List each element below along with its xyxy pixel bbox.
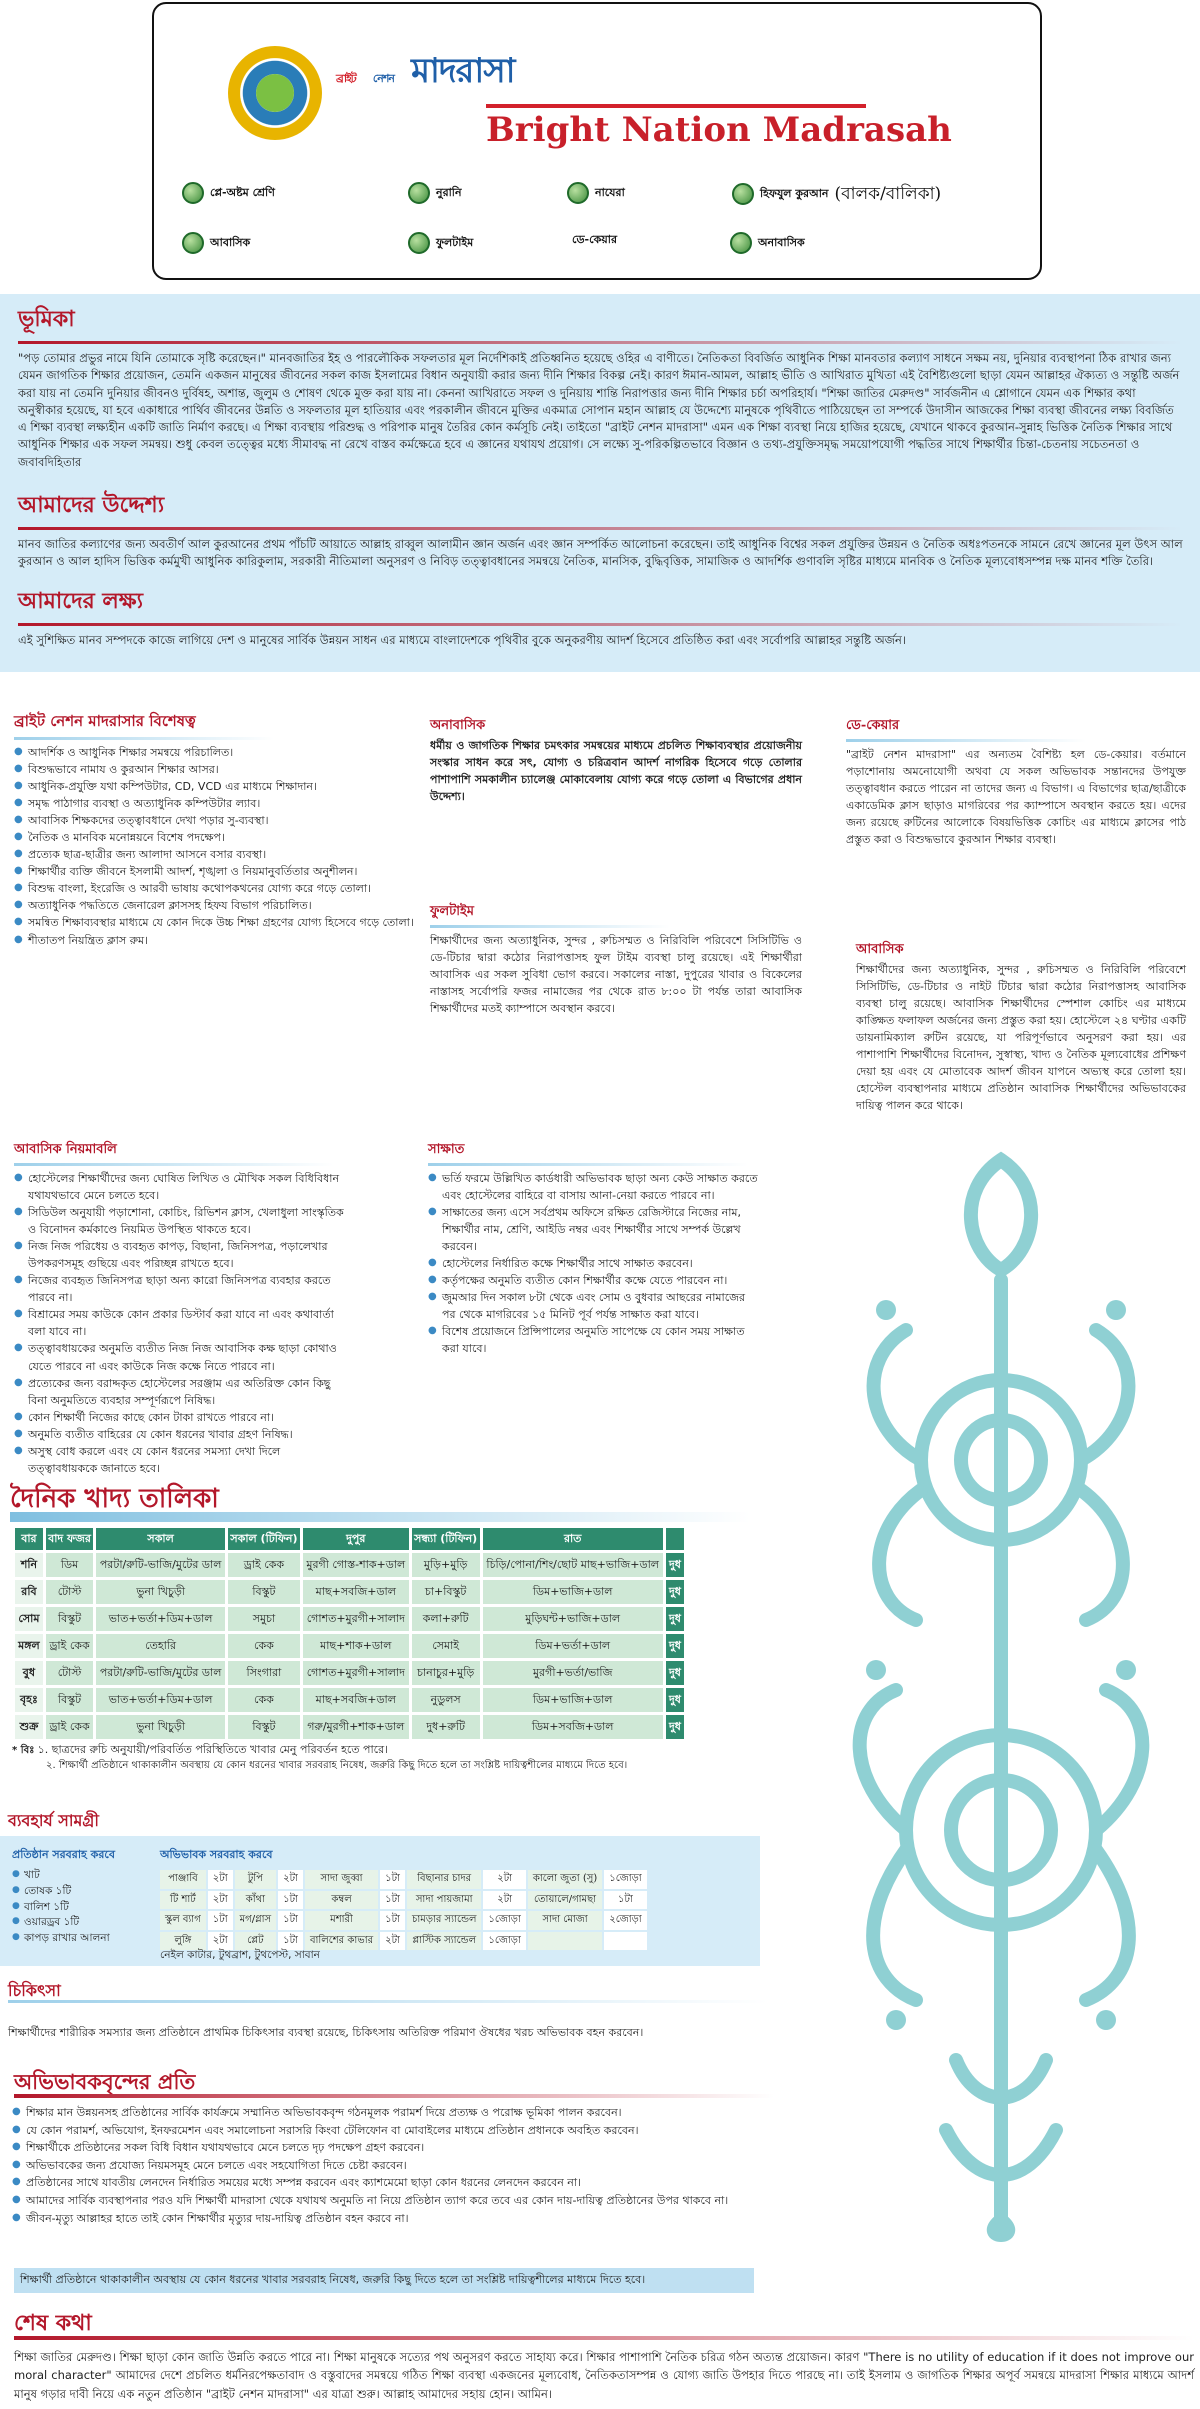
title-underline [428, 1163, 748, 1166]
rules-block [14, 1140, 344, 1477]
supply-item: পাঞ্জাবি [160, 1870, 206, 1889]
section-title: ভূমিকা [18, 306, 75, 332]
meal-cell: ভুনা খিচুড়ী [96, 1580, 225, 1604]
supply-item: সাদা জুব্বা [305, 1870, 378, 1889]
col-header: বার [15, 1528, 43, 1550]
meal-cell: মুরগী গোস্ত-শাক+ডাল [303, 1553, 409, 1577]
program-play-eight [182, 182, 275, 204]
section-lakkhya [18, 584, 1183, 649]
list-item: ● তোষক ১টি [12, 1884, 115, 1900]
guardian-highlight-note: শিক্ষার্থী প্রতিষ্ঠানে থাকাকালীন অবস্থায় যে কোন ধরনের খাবার সরবরাহ নিষেধ, জরুরি কিছু দিতে হলে তা সংশ্লিষ্ট দায়িত্বশীলের মাধ্যমে দিতে হবে। [14, 2268, 754, 2293]
col-header: সকাল (টিফিন) [228, 1528, 300, 1550]
meal-cell: ড্রাই কেক [46, 1715, 93, 1739]
supply-qty: ১টা [380, 1891, 405, 1910]
supply-item: লুঙ্গি [160, 1932, 206, 1951]
list-item: ● হোস্টেলের নির্ধারিত কক্ষে শিক্ষার্থীর সাথে সাক্ষাত করবেন। [428, 1255, 758, 1272]
title-underline [18, 623, 1183, 626]
residential-title: আবাসিক [856, 942, 904, 957]
program-label: প্লে-অষ্টম শ্রেণি [210, 186, 275, 200]
meal-cell: দুধ [666, 1553, 684, 1577]
supply-qty: ২টা [278, 1870, 303, 1889]
list-item: ● অভিভাবকের জন্য প্রযোজ্য নিয়মসমূহ মেনে চলতে এবং সহযোগিতা দিতে চেষ্টা করবেন। [12, 2157, 812, 2175]
section-text: এই সুশিক্ষিত মানব সম্পদকে কাজে লাগিয়ে দেশ ও মানুষের সার্বিক উন্নয়ন সাধন এর মাধ্যমে বাংলাদেশকে পৃথিবীর বুকে অনুকরণীয় আদর্শ হিসেবে প্রতিষ্ঠিত করা এবং সর্বোপরি আল্লাহর সন্তুষ্টি অর্জন। [18, 633, 906, 647]
meal-cell: ভাত+ভর্তা+ডিম+ডাল [96, 1607, 225, 1631]
supply-item: সাদা মোজা [528, 1911, 602, 1930]
meal-cell: দুধ [666, 1634, 684, 1658]
bullet-icon [182, 232, 204, 254]
meal-row [15, 1607, 684, 1631]
meal-cell: মাছ+শাক+ডাল [303, 1634, 409, 1658]
list-item: ● প্রত্যেক ছাত্র-ছাত্রীর জন্য আলাদা আসনে বসার ব্যবস্থা। [14, 846, 414, 863]
meal-cell: মাছ+সবজি+ডাল [303, 1688, 409, 1712]
logo-underline [486, 104, 866, 108]
logo-bangla [336, 34, 515, 96]
col-header [666, 1528, 684, 1550]
rules-list [14, 1170, 344, 1477]
supplies-footnote: নেইল কাটার, টুথব্রাশ, টুথপেস্ট, সাবান [160, 1949, 320, 1961]
title-underline [846, 739, 1086, 742]
medical-text: শিক্ষার্থীদের শারীরিক সমস্যার জন্য প্রতিষ্ঠানে প্রাথমিক চিকিৎসার ব্যবস্থা রয়েছে, চিকিৎসায় অতিরিক্ত পরিমাণ ঔষধের খরচ অভিভাবক বহন করবেন। [8, 2026, 644, 2039]
supply-qty: ১টা [278, 1932, 303, 1951]
supply-qty: ১জোড়া [483, 1932, 525, 1951]
list-item: ● তত্ত্বাবধায়কের অনুমতি ব্যতীত নিজ নিজ আবাসিক কক্ষ ছাড়া কোথাও যেতে পারবে না এবং কাউকে নিজ কক্ষে নিতে পারবে না। [14, 1340, 344, 1374]
meal-cell: মুড়িঘন্ট+ভাজি+ডাল [483, 1607, 663, 1631]
meal-cell: চানাচুর+মুড়ি [412, 1661, 480, 1685]
note-line [12, 1742, 712, 1758]
fulltime-title: ফুলটাইম [430, 904, 475, 919]
supply-row [160, 1870, 647, 1889]
meal-cell: বিস্কুট [228, 1580, 300, 1604]
meal-cell: কলা+রুটি [412, 1607, 480, 1631]
meal-cell: বুধ [15, 1661, 43, 1685]
supply-qty: ১জোড়া [604, 1870, 646, 1889]
list-item: ● সাক্ষাতের জন্য এসে সর্বপ্রথম অফিসে রক্ষিত রেজিস্টারে নিজের নাম, শিক্ষার্থীর নাম, শ্রেণি, আইডি নম্বর এবং শিক্ষার্থীর সাথে সম্পর্ক উল্লেখ করবেন। [428, 1204, 758, 1255]
list-item: ● ওয়ারড্রব ১টি [12, 1915, 115, 1931]
list-item: ● হোস্টেলের শিক্ষার্থীদের জন্য ঘোষিত লিখিত ও মৌখিক সকল বিধিবিধান যথাযথভাবে মেনে চলতে হবে। [14, 1170, 344, 1204]
meal-cell: টোস্ট [46, 1661, 93, 1685]
decorative-ornament [826, 1130, 1176, 2260]
bullet-icon [730, 232, 752, 254]
meal-cell: কেক [228, 1634, 300, 1658]
program-hifz [732, 182, 941, 207]
section-uddeshya [18, 488, 1183, 571]
meal-row [15, 1580, 684, 1604]
meal-cell: মাছ+সবজি+ডাল [303, 1580, 409, 1604]
program-label: নুরানি [436, 186, 462, 200]
supply-item: মশারী [305, 1911, 378, 1930]
features-list [14, 744, 414, 949]
list-item: ● বিশেষ প্রয়োজনে প্রিন্সিপালের অনুমতি সাপেক্ষে যে কোন সময় সাক্ষাত করা যাবে। [428, 1323, 758, 1357]
meal-cell: পরটা/রুটি-ভাজি/মুটের ডাল [96, 1553, 225, 1577]
nonresidential-text: ধর্মীয় ও জাগতিক শিক্ষার চমৎকার সমন্বয়ের মাধ্যমে প্রচলিত শিক্ষাব্যবস্থার প্রয়োজনীয় সংস্কার সাধন করে সৎ, যোগ্য ও চরিত্রবান আদর্শ নাগরিক হিসেবে গড়ে তোলার পাশাপাশি সমকালীন চ্যালেঞ্জ মোকাবেলায় যোগ্য করে গড়ে তোলা এ বিভাগের প্রধান উদ্দেশ্য। [430, 739, 802, 804]
supply-item: চামড়ার স্যান্ডেল [407, 1911, 481, 1930]
col-header: সকাল [96, 1528, 225, 1550]
supply-item: টুপি [235, 1870, 276, 1889]
list-item: ● সমন্বিত শিক্ষাব্যবস্থার মাধ্যমে যে কোন দিকে উচ্চ শিক্ষা গ্রহণের যোগ্য হিসেবে গড়ে তোলা। [14, 914, 414, 931]
list-item: ● শীতাতপ নিয়ন্ত্রিত ক্লাস রুম। [14, 932, 414, 949]
meal-cell: ডিম+সবজি+ডাল [483, 1715, 663, 1739]
logo-english: Bright Nation Madrasah [486, 110, 952, 150]
list-item: ● খাট [12, 1868, 115, 1884]
list-item: ● নিজ নিজ পরিধেয় ও ব্যবহৃত কাপড়, বিছানা, জিনিসপত্র, পড়ালেখার উপকরণসমূহ গুছিয়ে এবং পরিচ্ছন্ন রাখতে হবে। [14, 1238, 344, 1272]
meal-cell: শনি [15, 1553, 43, 1577]
meal-cell: চিড়ি/পোনা/শিং/ছোট মাছ+ভাজি+ডাল [483, 1553, 663, 1577]
meal-cell: ড্রাই কেক [46, 1634, 93, 1658]
gear-logo-icon [228, 46, 322, 140]
title-underline [14, 2094, 774, 2098]
meal-cell: মঙ্গল [15, 1634, 43, 1658]
list-item: ● অসুস্থ বোধ করলে এবং যে কোন ধরনের সমস্যা দেখা দিলে তত্ত্বাবধায়ককে জানাতে হবে। [14, 1443, 344, 1477]
list-item: ● আধুনিক-প্রযুক্তি যথা কম্পিউটার, CD, VCD এর মাধ্যমে শিক্ষাদান। [14, 778, 414, 795]
supply-item: বিছানার চাদর [407, 1870, 481, 1889]
meal-cell: ডিম+ভাজি+ডাল [483, 1688, 663, 1712]
list-item: ● শিক্ষার মান উন্নয়নসহ প্রতিষ্ঠানের সার্বিক কার্যক্রমে সম্মানিত অভিভাবকবৃন্দ গঠনমূলক পরামর্শ দিয়ে প্রত্যক্ষ ও পরোক্ষ ভূমিকা পালন করবেন। [12, 2104, 812, 2122]
list-item: ● অনুমতি ব্যতীত বাহিরের যে কোন ধরনের খাবার গ্রহণ নিষিদ্ধ। [14, 1426, 344, 1443]
section-text: "পড় তোমার প্রভুর নামে যিনি তোমাকে সৃষ্টি করেছেন।" মানবজাতির ইহ ও পারলৌকিক সফলতার মূল নির্দেশিকাই প্রতিধ্বনিত হয়েছে ওহির এ বাণীতে। নৈতিকতা বিবর্জিত আধুনিক শিক্ষা মানবতার কল্যাণ সাধনে সক্ষম নয়, দুনিয়ার ব্যবস্থাপনা ঠিক রাখার জন্য যেমন জাগতিক শিক্ষার প্রয়োজন, তেমনি একজন মানুষের জীবনের সকল কাজ ইসলামের বিধান অনুযায়ী করার জন্য দীনি শিক্ষার বিকল্প নেই। কারণ ঈমান-আমল, আল্লাহ ভীতি ও আখিরাত মুখিতা এই বৈশিষ্ট্যগুলো ছাড়া যেমন আল্লাহর ঐক্যত্য ও সন্তুষ্টি অর্জন করা যায় না তেমনি দুনিয়ার জীবনও দুর্বিষহ, অশান্ত, জুলুম ও শোষণ থেকে মুক্ত করা যায় না। কেননা আখিরাতে সফল ও দুনিয়ায় শান্তি নিরাপত্তার জন্য দীনি শিক্ষার চর্চা অপরিহার্য। "শিক্ষা জাতির মেরুদণ্ড" সার্বজনীন এ শ্লোগানে যেমন এক শিক্ষার কথা অনুস্বীকার হয়েছে, যা হবে একাধারে পার্থিব জীবনের উন্নতি ও সফলতার মূল হাতিয়ার এবং পরকালীন জীবনে মুক্তির একমাত্র সোপান মহান আল্লাহ যে উদ্দেশ্যে মানুষকে পৃথিবীতে পাঠিয়েছেন তা সম্পর্কে উদাসীন আজকের শিক্ষা ব্যবস্থা জীবনের লক্ষ্য বিবর্জিত এ শিক্ষা ব্যবস্থা লক্ষ্যহীন একটি জাতি নির্মাণ করছে। এ শিক্ষা ব্যবস্থায় পরিশুদ্ধ ও পরিপাক মানুষ তৈরির কোন কর্মসূচি নেই। তাইতো "ব্রাইট নেশন মাদরাসা" এমন এক শিক্ষা ব্যবস্থা নিয়ে হাজির হয়েছে, যেখানে থাকবে কুরআন-সুন্নাহ ভিত্তিক নৈতিক শিক্ষার সাথে আধুনিক শিক্ষার এক সফল সমন্বয়। শুধু কেবল তত্ত্বের মধ্যে সীমাবদ্ধ না রেখে বাস্তব কর্মক্ষেত্রে হবে এ জ্ঞানের যথাযথ প্রয়োগ। সে লক্ষ্যে সু-পরিকল্পিতভাবে বিজ্ঞান ও তথ্য-প্রযুক্তিসমৃদ্ধ সময়োপযোগী পদ্ধতির সাথে শিক্ষার্থীর চিন্তা-চেতনায় সচেতনতা ও জবাবদিহিতার [18, 351, 1180, 469]
supply-item: টি শার্ট [160, 1891, 206, 1910]
title-underline [430, 925, 670, 928]
meal-cell: গরু/মুরগী+শাক+ডাল [303, 1715, 409, 1739]
meal-table [12, 1525, 687, 1742]
bullet-icon [732, 183, 754, 205]
features-block [14, 710, 414, 949]
meal-title: দৈনিক খাদ্য তালিকা [10, 1484, 219, 1514]
program-label: ডে-কেয়ার [572, 233, 618, 246]
col-header: দুপুর [303, 1528, 409, 1550]
medical-title: চিকিৎসা [8, 1981, 61, 2000]
list-item: ● আদর্শিক ও আধুনিক শিক্ষার সমন্বয়ে পরিচালিত। [14, 744, 414, 761]
supply-qty: ২টা [208, 1891, 233, 1910]
meal-cell: বিস্কুট [46, 1607, 93, 1631]
guardians-title: অভিভাবকবৃন্দের প্রতি [14, 2069, 196, 2094]
list-item: ● আবাসিক শিক্ষকদের তত্ত্বাবধানে দেখা পড়ার সু-ব্যবস্থা। [14, 812, 414, 829]
program-nurani [408, 182, 462, 204]
list-item: ● বিশ্রামের সময় কাউকে কোন প্রকার ডিস্টার্ব করা যাবে না এবং কথাবার্তা বলা যাবে না। [14, 1306, 344, 1340]
daycare-title: ডে-কেয়ার [846, 718, 900, 733]
supplies-title: ব্যবহার্য সামগ্রী [8, 1811, 99, 1830]
meal-cell: রবি [15, 1580, 43, 1604]
list-item: ● শিক্ষার্থীকে প্রতিষ্ঠানের সকল বিধি বিধান যথাযথভাবে মেনে চলতে দৃঢ় পদক্ষেপ গ্রহণ করবেন। [12, 2139, 812, 2157]
meal-cell: তেহারি [96, 1634, 225, 1658]
institution-supplies [12, 1846, 115, 1947]
program-label: নাযেরা [595, 186, 625, 200]
section-title: আমাদের উদ্দেশ্য [18, 492, 165, 518]
meal-cell: সমুচা [228, 1607, 300, 1631]
section-bhumika [18, 302, 1183, 471]
meal-cell: সিংগারা [228, 1661, 300, 1685]
meal-cell: দুধ [666, 1580, 684, 1604]
guardian-supplies-table [158, 1868, 649, 1952]
supply-qty: ১টা [278, 1891, 303, 1910]
supply-item: স্কুল ব্যাগ [160, 1911, 206, 1930]
bullet-icon [408, 182, 430, 204]
list-item: ● অত্যাধুনিক পদ্ধতিতে জেনারেল ক্লাসসহ হিফয বিভাগ পরিচালিত। [14, 897, 414, 914]
supply-qty: ১টা [380, 1911, 405, 1930]
supply-qty: ২জোড়া [604, 1911, 646, 1930]
list-item: ● বিশুদ্ধভাবে নামায ও কুরআন শিক্ষার আসর। [14, 761, 414, 778]
note-label: * বিঃ [12, 1745, 35, 1756]
list-item: ● কোন শিক্ষার্থী নিজের কাছে কোন টাকা রাখতে পারবে না। [14, 1409, 344, 1426]
list-item: ● কর্তৃপক্ষের অনুমতি ব্যতীত কোন শিক্ষার্থীর কক্ষে যেতে পারবেন না। [428, 1272, 758, 1289]
note-line: ২. শিক্ষার্থী প্রতিষ্ঠানে থাকাকালীন অবস্থায় যে কোন ধরনের খাবার সরবরাহ নিষেধ, জরুরি কিছু দিতে হলে তা সংশ্লিষ্ট দায়িত্বশীলের মাধ্যমে দিতে হবে। [46, 1760, 628, 1771]
meal-header-row [15, 1528, 684, 1550]
visit-block [428, 1140, 758, 1358]
meal-body [15, 1553, 684, 1739]
title-underline [14, 2336, 1194, 2340]
supply-item [528, 1932, 602, 1951]
visit-title: সাক্ষাত [428, 1142, 465, 1157]
logo-madrasa: মাদরাসা [411, 51, 515, 91]
meal-row [15, 1661, 684, 1685]
visit-list [428, 1170, 758, 1358]
section-text: মানব জাতির কল্যাণের জন্য অবতীর্ণ আল কুরআনের প্রথম পাঁচটি আয়াতে আল্লাহ রাব্বুল আলামীন জ্ঞান অর্জন এবং জ্ঞান সম্পর্কিত আলোচনা করেছেন। তাই আধুনিক বিশ্বের সকল প্রযুক্তির উন্নয়ন ও নৈতিক অধঃপতনকে সামনে রেখে জ্ঞানের মূল উৎস আল কুরআন ও আল হাদিস ভিত্তিক কর্মমুখী আধুনিক কারিকুলাম, সরকারী নীতিমালা অনুসরণ ও নিবিড় তত্ত্বাবধানের সমন্বয়ে নৈতিক, মানসিক, বুদ্ধিবৃত্তিক, সামাজিক ও আদর্শিক গুণাবলি সৃষ্টির মাধ্যমে মানবিক ও নৈতিক মূল্যবোধসম্পন্ন দক্ষ মানব শক্তি তৈরি। [18, 537, 1183, 569]
title-underline [18, 341, 1183, 344]
meal-cell: গোশত+মুরগী+সালাদ [303, 1607, 409, 1631]
supply-item: কালো জুতা (সু) [528, 1870, 602, 1889]
program-nazera [567, 182, 625, 204]
fulltime-text: শিক্ষার্থীদের জন্য অত্যাধুনিক, সুন্দর , রুচিসম্মত ও নিরিবিলি পরিবেশে সিসিটিভি ও ডে-টিচার দ্বারা কঠোর নিরাপত্তাসহ ফুল টাইম ব্যবস্থা চালু রয়েছে। এই শিক্ষার্থীরা আবাসিক এর সকল সুবিধা ভোগ করবে। সকালের নাস্তা, দুপুরের খাবার ও বিকেলের নাস্তাসহ সর্বোপরি ফজর নামাজের পর থেকে রাত ৮:০০ টা পর্যন্ত তারা আবাসিক শিক্ষার্থীদের মতই ক্যাম্পাসে অবস্থান করবে। [430, 934, 802, 1016]
supply-qty: ১টা [380, 1870, 405, 1889]
meal-cell: বিস্কুট [46, 1688, 93, 1712]
meal-row [15, 1688, 684, 1712]
meal-row [15, 1553, 684, 1577]
supply-qty: ১টা [278, 1911, 303, 1930]
institution-supplies-title: প্রতিষ্ঠান সরবরাহ করবে [12, 1848, 115, 1861]
meal-cell: ভুনা খিচুড়ী [96, 1715, 225, 1739]
last-words-title: শেষ কথা [14, 2310, 92, 2336]
residential-block [856, 940, 1186, 1114]
meal-cell: মুড়ি+মুড়ি [412, 1553, 480, 1577]
fulltime-block [430, 902, 802, 1017]
section-title: আমাদের লক্ষ্য [18, 588, 144, 614]
meal-cell: ভাত+ভর্তা+ডিম+ডাল [96, 1688, 225, 1712]
supply-qty: ২টা [483, 1891, 525, 1910]
meal-cell: গোশত+মুরগী+সালাদ [303, 1661, 409, 1685]
supply-item: কাঁথা [235, 1891, 276, 1910]
daycare-block [846, 716, 1186, 848]
meal-row [15, 1634, 684, 1658]
list-item: ● জীবন-মৃত্যু আল্লাহর হাতে তাই কোন শিক্ষার্থীর মৃত্যুর দায়-দায়িত্ব প্রতিষ্ঠান বহন করবে না। [12, 2210, 812, 2228]
meal-cell: টোস্ট [46, 1580, 93, 1604]
meal-cell: বৃহঃ [15, 1688, 43, 1712]
title-underline [14, 1163, 334, 1166]
meal-cell: সেমাই [412, 1634, 480, 1658]
title-underline [8, 2000, 768, 2003]
supply-qty: ১জোড়া [483, 1911, 525, 1930]
nonresidential-title: অনাবাসিক [430, 718, 486, 733]
title-underline [18, 527, 1183, 530]
bullet-icon [182, 182, 204, 204]
bullet-icon [408, 232, 430, 254]
supply-qty: ১টা [208, 1911, 233, 1930]
supply-qty [604, 1932, 646, 1951]
meal-cell: দুধ+রুটি [412, 1715, 480, 1739]
list-item: ● জুমআর দিন সকাল ৮টা থেকে এবং সোম ও বুধবার আছরের নামাজের পর থেকে মাগরিবের ১৫ মিনিট পূর্ব পর্যন্ত সাক্ষাত করা যাবে। [428, 1289, 758, 1323]
meal-cell: ডিম+ভর্তা+ডাল [483, 1634, 663, 1658]
program-label: আবাসিক [210, 236, 251, 250]
list-item: ● সমৃদ্ধ পাঠাগার ব্যবস্থা ও অত্যাধুনিক কম্পিউটার ল্যাব। [14, 795, 414, 812]
meal-cell: সোম [15, 1607, 43, 1631]
last-words-text: শিক্ষা জাতির মেরুদণ্ড। শিক্ষা ছাড়া কোন জাতি উন্নতি করতে পারে না। শিক্ষা মানুষকে সত্যের পথ অনুসরণ করতে সাহায্য করে। শিক্ষার পাশাপাশি নৈতিক চরিত্র গঠন অত্যন্ত প্রয়োজন। কারণ "There is no utility of education if it does not improve our moral character" আমাদের দেশে প্রচলিত ধর্মনিরপেক্ষতাবাদ ও বস্তুবাদের সমন্বয়ে গঠিত শিক্ষা ব্যবস্থা একজনের মূল্যবোধ, নৈতিকতাসম্পন্ন ও যোগ্য জাতি উপহার দিতে পারছে না। তাই ইসলাম ও জাগতিক শিক্ষার অপূর্ব সমন্বয়ে মাদরাসা শিক্ষার মাধ্যমে আদর্শ মানুষ গড়ার দাবী নিয়ে এক নতুন প্রতিষ্ঠান "ব্রাইট নেশন মাদরাসা" এর যাত্রা শুরু। আল্লাহ আমাদের সহায় হোন। আমিন। [14, 2350, 1194, 2401]
supply-qty: ২টা [380, 1932, 405, 1951]
list-item: ● বালিশ ১টি [12, 1900, 115, 1916]
list-item: ● বিশুদ্ধ বাংলা, ইংরেজি ও আরবী ভাষায় কথোপকথনের যোগ্য করে গড়ে তোলা। [14, 880, 414, 897]
logo-bright: ব্রাইট [336, 72, 356, 85]
meal-cell: ডিম+ভাজি+ডাল [483, 1580, 663, 1604]
supply-qty: ২টা [208, 1870, 233, 1889]
meal-cell: দুধ [666, 1715, 684, 1739]
meal-cell: মুরগী+ভর্তা/ভাজি [483, 1661, 663, 1685]
program-nonresidential [730, 232, 805, 254]
meal-cell: ডিম [46, 1553, 93, 1577]
supply-item: বালিশের কাভার [305, 1932, 378, 1951]
meal-cell: পরটা/রুটি-ভাজি/মুটের ডাল [96, 1661, 225, 1685]
list-item: ● প্রতিষ্ঠানের সাথে যাবতীয় লেনদেন নির্ধারিত সময়ের মধ্যে সম্পন্ন করবেন এবং ক্যাশমেমো ছাড়া কোন ধরনের লেনদেন করবেন না। [12, 2174, 812, 2192]
meal-cell: নুডুলস [412, 1688, 480, 1712]
program-label: ফুলটাইম [436, 236, 474, 250]
list-item: ● নিজের ব্যবহৃত জিনিসপত্র ছাড়া অন্য কারো জিনিসপত্র ব্যবহার করতে পারবে না। [14, 1272, 344, 1306]
guardians-list [12, 2104, 812, 2227]
list-item: ● শিক্ষার্থীর ব্যক্তি জীবনে ইসলামী আদর্শ, শৃঙ্খলা ও নিয়মানুবর্তিতার অনুশীলন। [14, 863, 414, 880]
daycare-text: "ব্রাইট নেশন মাদরাসা" এর অন্যতম বৈশিষ্ট্য হল ডে-কেয়ার। বর্তমানে পড়াশোনায় অমনোযোগী অথবা যে সকল অভিভাবক সন্তানদের উপযুক্ত তত্ত্বাবধান করতে পারেন না তাদের জন্য এ বিভাগ। এ বিভাগের ছাত্র/ছাত্রীকে একাডেমিক ক্লাস ছাড়াও মাগরিবের পর ক্যাম্পাসে অবস্থান করতে হয়। এদের জন্য রয়েছে রুটিনের আলোকে বিষয়ভিত্তিক কোচিং এর মাধ্যমে ক্লাসের পাঠ প্রস্তুত করা ও বিশুদ্ধভাবে কুরআন শিক্ষার ব্যবস্থা। [846, 748, 1186, 847]
list-item: ● সিডিউল অনুযায়ী পড়াশোনা, কোচিং, রিভিশন ক্লাস, খেলাধুলা সাংস্কৃতিক ও বিনোদন কর্মকাণ্ডে নিয়মিত উপস্থিত থাকতে হবে। [14, 1204, 344, 1238]
supply-qty: ২টা [483, 1870, 525, 1889]
logo-nation: নেশন [372, 72, 394, 85]
nonresidential-block [430, 716, 802, 805]
supply-item: প্লেট [235, 1932, 276, 1951]
supply-qty: ১টা [604, 1891, 646, 1910]
list-item: ● ভর্তি ফরমে উল্লিখিত কার্ডধারী অভিভাবক ছাড়া অন্য কেউ সাক্ষাত করতে এবং হোস্টেলের বাহিরে বা বাসায় আনা-নেয়া করতে পারবে না। [428, 1170, 758, 1204]
list-item: ● প্রত্যেকের জন্য বরাদ্দকৃত হোস্টেলের সরঞ্জাম এর অতিরিক্ত কোন কিছু বিনা অনুমতিতে ব্যবহার সম্পূর্ণরূপে নিষিদ্ধ। [14, 1375, 344, 1409]
meal-row [15, 1715, 684, 1739]
supply-item: মগ/গ্লাস [235, 1911, 276, 1930]
supply-item: প্লাস্টিক স্যান্ডেল [407, 1932, 481, 1951]
meal-cell: দুধ [666, 1607, 684, 1631]
meal-cell: শুক্র [15, 1715, 43, 1739]
program-label: হিফযুল কুরআন [760, 187, 829, 201]
list-item: ● নৈতিক ও মানবিক মনোন্নয়নে বিশেষ পদক্ষেপ। [14, 829, 414, 846]
note-text: ১. ছাত্রদের রুচি অনুযায়ী/পরিবর্তিত পরিস্থিতিতে খাবার মেনু পরিবর্তন হতে পারে। [37, 1743, 389, 1756]
list-item: ● কাপড় রাখার আলনা [12, 1931, 115, 1947]
meal-cell: ড্রাই কেক [228, 1553, 300, 1577]
program-label: অনাবাসিক [758, 236, 805, 250]
meal-cell: দুধ [666, 1661, 684, 1685]
supply-row [160, 1911, 647, 1930]
meal-cell: কেক [228, 1688, 300, 1712]
meal-cell: বিস্কুট [228, 1715, 300, 1739]
program-residential [182, 232, 250, 254]
title-underline [14, 737, 274, 740]
col-header: বাদ ফজর [46, 1528, 93, 1550]
meal-notes [12, 1742, 712, 1773]
col-header: রাত [483, 1528, 663, 1550]
guardian-supplies-title: অভিভাবক সরবরাহ করবে [160, 1848, 273, 1861]
supply-item: সাদা পায়জামা [407, 1891, 481, 1910]
program-fulltime [408, 232, 473, 254]
rules-title: আবাসিক নিয়মাবলি [14, 1142, 117, 1157]
supply-qty: ২টা [208, 1932, 233, 1951]
meal-cell: দুধ [666, 1688, 684, 1712]
features-title: ব্রাইট নেশন মাদরাসার বিশেষত্ব [14, 712, 196, 730]
meal-cell: চা+বিস্কুট [412, 1580, 480, 1604]
supply-row [160, 1891, 647, 1910]
col-header: সন্ধ্যা (টিফিন) [412, 1528, 480, 1550]
program-daycare [572, 232, 617, 248]
supply-item: তোয়ালে/গামছা [528, 1891, 602, 1910]
residential-text: শিক্ষার্থীদের জন্য অত্যাধুনিক, সুন্দর , রুচিসম্মত ও নিরিবিলি পরিবেশে সিসিটিভি, ডে-টিচার ও নাইট টিচার দ্বারা কঠোর নিরাপত্তাসহ আবাসিক ব্যবস্থা চালু রয়েছে। আবাসিক শিক্ষার্থীদের স্পেশাল কোচিং এর মাধ্যমে কাঙ্ক্ষিত ফলাফল অর্জনের জন্য প্রস্তুত করা হয়। হোস্টেলে ২৪ ঘণ্টার একটি ডায়নামিক্যাল রুটিন রয়েছে, যা পরিপূর্ণভাবে অনুসরণ করা হয়। এর পাশাপাশি শিক্ষার্থীদের বিনোদন, সুস্বাস্থ্য, খাদ্য ও নৈতিক মূল্যবোধের প্রশিক্ষণ দেয়া হয় এবং যে মোতাবেক আদর্শ জীবন যাপনে অভ্যস্থ করে তোলা হয়। হোস্টেল ব্যবস্থাপনার মাধ্যমে প্রতিষ্ঠান আবাসিক শিক্ষার্থীদের অভিভাবকের দায়িত্ব পালন করে থাকে। [856, 963, 1186, 1113]
bullet-icon [567, 182, 589, 204]
list-item: ● আমাদের সার্বিক ব্যবস্থাপনার পরও যদি শিক্ষার্থী মাদরাসা থেকে যথাযথ অনুমতি না নিয়ে প্রতিষ্ঠান ত্যাগ করে তবে এর কোন দায়-দায়িত্ব প্রতিষ্ঠানের উপর থাকবে না। [12, 2192, 812, 2210]
list-item: ● যে কোন পরামর্শ, অভিযোগ, ইনফরমেশন এবং সমালোচনা সরাসরি কিংবা টেলিফোন বা মোবাইলের মাধ্যমে প্রতিষ্ঠান প্রধানকে অবহিত করবেন। [12, 2122, 812, 2140]
program-note: (বালক/বালিকা) [834, 184, 942, 204]
supply-item: কম্বল [305, 1891, 378, 1910]
